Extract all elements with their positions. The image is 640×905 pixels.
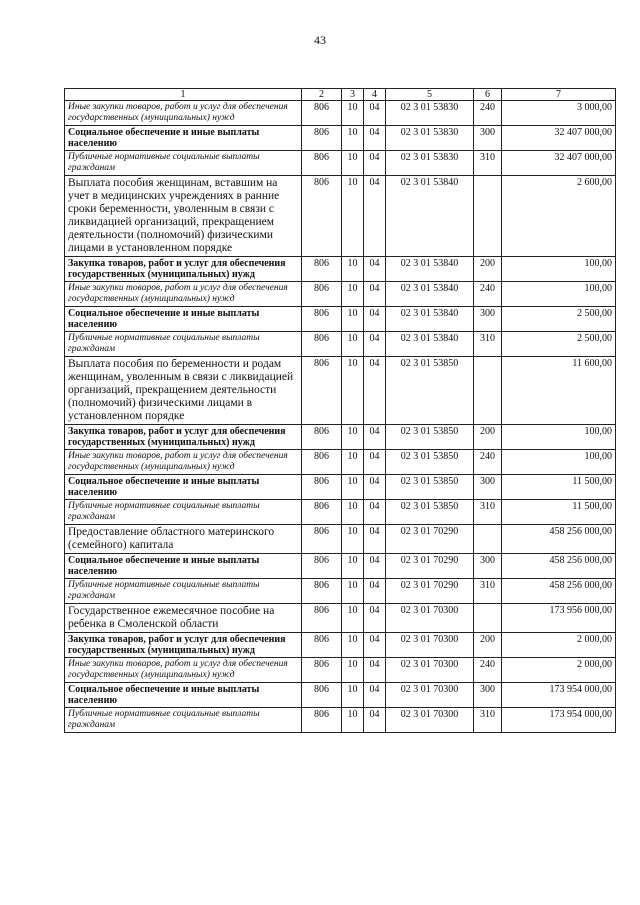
subsection-cell: 04 — [364, 658, 386, 683]
target-article-cell: 02 3 01 53830 — [386, 101, 474, 126]
amount-cell: 32 407 000,00 — [502, 126, 616, 151]
subsection-cell: 04 — [364, 554, 386, 579]
section-cell: 10 — [342, 101, 364, 126]
subsection-cell: 04 — [364, 683, 386, 708]
subsection-cell: 04 — [364, 126, 386, 151]
subsection-cell: 04 — [364, 425, 386, 450]
expense-type-cell — [474, 525, 502, 554]
admin-code-cell: 806 — [302, 658, 342, 683]
table-row — [65, 579, 616, 604]
expense-type-cell: 240 — [474, 450, 502, 475]
target-article-cell: 02 3 01 70290 — [386, 554, 474, 579]
header-cell: 5 — [386, 89, 474, 101]
section-cell: 10 — [342, 554, 364, 579]
table-row — [65, 525, 616, 554]
section-cell: 10 — [342, 307, 364, 332]
section-cell: 10 — [342, 151, 364, 176]
header-row — [65, 89, 616, 101]
target-article-cell: 02 3 01 53850 — [386, 357, 474, 425]
admin-code-cell: 806 — [302, 500, 342, 525]
target-article-cell: 02 3 01 53830 — [386, 126, 474, 151]
subsection-cell: 04 — [364, 475, 386, 500]
amount-cell: 32 407 000,00 — [502, 151, 616, 176]
expense-type-cell: 200 — [474, 257, 502, 282]
amount-cell: 11 500,00 — [502, 475, 616, 500]
admin-code-cell: 806 — [302, 525, 342, 554]
name-cell: Выплата пособия по беременности и родам женщинам, уволенным в связи с ликвидацией организаций, прекращением деятельности (полномочий) физическими лицами в установленном порядке — [65, 357, 302, 425]
subsection-cell: 04 — [364, 151, 386, 176]
section-cell: 10 — [342, 633, 364, 658]
target-article-cell: 02 3 01 53850 — [386, 425, 474, 450]
header-cell: 1 — [65, 89, 302, 101]
name-cell: Социальное обеспечение и иные выплаты населению — [65, 475, 302, 500]
admin-code-cell: 806 — [302, 425, 342, 450]
target-article-cell: 02 3 01 53850 — [386, 500, 474, 525]
amount-cell: 100,00 — [502, 257, 616, 282]
header-cell: 2 — [302, 89, 342, 101]
target-article-cell: 02 3 01 53850 — [386, 475, 474, 500]
name-cell: Иные закупки товаров, работ и услуг для обеспечения государственных (муниципальных) нужд — [65, 450, 302, 475]
table-row — [65, 500, 616, 525]
target-article-cell: 02 3 01 70300 — [386, 604, 474, 633]
expense-type-cell: 310 — [474, 151, 502, 176]
name-cell: Социальное обеспечение и иные выплаты населению — [65, 554, 302, 579]
name-cell: Выплата пособия женщинам, вставшим на учет в медицинских учреждениях в ранние сроки беременности, уволенным в связи с ликвидацией организаций, прекращением деятельности (полномочий) физическими лицами в установленном порядке — [65, 176, 302, 257]
section-cell: 10 — [342, 450, 364, 475]
name-cell: Публичные нормативные социальные выплаты гражданам — [65, 332, 302, 357]
name-cell: Закупка товаров, работ и услуг для обеспечения государственных (муниципальных) нужд — [65, 257, 302, 282]
name-cell: Государственное ежемесячное пособие на ребенка в Смоленской области — [65, 604, 302, 633]
table-row — [65, 604, 616, 633]
target-article-cell: 02 3 01 70300 — [386, 633, 474, 658]
amount-cell: 100,00 — [502, 425, 616, 450]
table-row — [65, 282, 616, 307]
table-row — [65, 101, 616, 126]
header-cell: 3 — [342, 89, 364, 101]
table-row — [65, 332, 616, 357]
table-row — [65, 554, 616, 579]
amount-cell: 2 000,00 — [502, 633, 616, 658]
admin-code-cell: 806 — [302, 282, 342, 307]
subsection-cell: 04 — [364, 332, 386, 357]
expense-type-cell: 310 — [474, 332, 502, 357]
subsection-cell: 04 — [364, 101, 386, 126]
target-article-cell: 02 3 01 70290 — [386, 579, 474, 604]
name-cell: Публичные нормативные социальные выплаты гражданам — [65, 151, 302, 176]
admin-code-cell: 806 — [302, 475, 342, 500]
amount-cell: 100,00 — [502, 282, 616, 307]
amount-cell: 11 500,00 — [502, 500, 616, 525]
target-article-cell: 02 3 01 53840 — [386, 176, 474, 257]
table-row — [65, 151, 616, 176]
target-article-cell: 02 3 01 53840 — [386, 257, 474, 282]
admin-code-cell: 806 — [302, 554, 342, 579]
amount-cell: 2 500,00 — [502, 332, 616, 357]
expense-type-cell — [474, 357, 502, 425]
section-cell: 10 — [342, 658, 364, 683]
table-body — [65, 101, 616, 733]
expense-type-cell: 310 — [474, 579, 502, 604]
section-cell: 10 — [342, 579, 364, 604]
target-article-cell: 02 3 01 70290 — [386, 525, 474, 554]
amount-cell: 2 000,00 — [502, 658, 616, 683]
section-cell: 10 — [342, 126, 364, 151]
subsection-cell: 04 — [364, 633, 386, 658]
section-cell: 10 — [342, 475, 364, 500]
header-cell: 4 — [364, 89, 386, 101]
name-cell: Социальное обеспечение и иные выплаты населению — [65, 683, 302, 708]
admin-code-cell: 806 — [302, 579, 342, 604]
table-row — [65, 475, 616, 500]
table-row — [65, 307, 616, 332]
section-cell: 10 — [342, 683, 364, 708]
name-cell: Публичные нормативные социальные выплаты гражданам — [65, 708, 302, 733]
expense-type-cell: 240 — [474, 101, 502, 126]
expense-type-cell: 200 — [474, 425, 502, 450]
expense-type-cell — [474, 176, 502, 257]
expense-type-cell: 310 — [474, 500, 502, 525]
table-row — [65, 425, 616, 450]
subsection-cell: 04 — [364, 708, 386, 733]
expense-type-cell: 300 — [474, 554, 502, 579]
target-article-cell: 02 3 01 53840 — [386, 332, 474, 357]
name-cell: Иные закупки товаров, работ и услуг для обеспечения государственных (муниципальных) нужд — [65, 658, 302, 683]
amount-cell: 173 954 000,00 — [502, 708, 616, 733]
subsection-cell: 04 — [364, 450, 386, 475]
section-cell: 10 — [342, 176, 364, 257]
amount-cell: 458 256 000,00 — [502, 579, 616, 604]
subsection-cell: 04 — [364, 257, 386, 282]
section-cell: 10 — [342, 332, 364, 357]
admin-code-cell: 806 — [302, 176, 342, 257]
admin-code-cell: 806 — [302, 332, 342, 357]
name-cell: Иные закупки товаров, работ и услуг для обеспечения государственных (муниципальных) нужд — [65, 101, 302, 126]
expense-type-cell: 310 — [474, 708, 502, 733]
table-row — [65, 126, 616, 151]
name-cell: Закупка товаров, работ и услуг для обеспечения государственных (муниципальных) нужд — [65, 425, 302, 450]
table-row — [65, 633, 616, 658]
section-cell: 10 — [342, 357, 364, 425]
section-cell: 10 — [342, 708, 364, 733]
subsection-cell: 04 — [364, 282, 386, 307]
table-row — [65, 450, 616, 475]
expense-type-cell: 240 — [474, 282, 502, 307]
amount-cell: 100,00 — [502, 450, 616, 475]
name-cell: Публичные нормативные социальные выплаты гражданам — [65, 579, 302, 604]
expense-type-cell — [474, 604, 502, 633]
name-cell: Публичные нормативные социальные выплаты гражданам — [65, 500, 302, 525]
table-row — [65, 176, 616, 257]
admin-code-cell: 806 — [302, 357, 342, 425]
amount-cell: 173 954 000,00 — [502, 683, 616, 708]
header-cell: 6 — [474, 89, 502, 101]
admin-code-cell: 806 — [302, 257, 342, 282]
expense-type-cell: 300 — [474, 126, 502, 151]
page-number: 43 — [314, 33, 326, 47]
name-cell: Иные закупки товаров, работ и услуг для обеспечения государственных (муниципальных) нужд — [65, 282, 302, 307]
admin-code-cell: 806 — [302, 126, 342, 151]
admin-code-cell: 806 — [302, 151, 342, 176]
subsection-cell: 04 — [364, 579, 386, 604]
table-row — [65, 357, 616, 425]
admin-code-cell: 806 — [302, 307, 342, 332]
name-cell: Закупка товаров, работ и услуг для обеспечения государственных (муниципальных) нужд — [65, 633, 302, 658]
section-cell: 10 — [342, 257, 364, 282]
subsection-cell: 04 — [364, 525, 386, 554]
expense-type-cell: 200 — [474, 633, 502, 658]
amount-cell: 173 956 000,00 — [502, 604, 616, 633]
table-row — [65, 683, 616, 708]
name-cell: Социальное обеспечение и иные выплаты населению — [65, 307, 302, 332]
subsection-cell: 04 — [364, 357, 386, 425]
table-row — [65, 257, 616, 282]
subsection-cell: 04 — [364, 604, 386, 633]
admin-code-cell: 806 — [302, 450, 342, 475]
amount-cell: 2 500,00 — [502, 307, 616, 332]
target-article-cell: 02 3 01 53840 — [386, 282, 474, 307]
expense-type-cell: 240 — [474, 658, 502, 683]
subsection-cell: 04 — [364, 176, 386, 257]
target-article-cell: 02 3 01 70300 — [386, 658, 474, 683]
amount-cell: 2 600,00 — [502, 176, 616, 257]
admin-code-cell: 806 — [302, 604, 342, 633]
expense-type-cell: 300 — [474, 307, 502, 332]
target-article-cell: 02 3 01 70300 — [386, 683, 474, 708]
admin-code-cell: 806 — [302, 101, 342, 126]
target-article-cell: 02 3 01 53830 — [386, 151, 474, 176]
admin-code-cell: 806 — [302, 683, 342, 708]
target-article-cell: 02 3 01 53850 — [386, 450, 474, 475]
subsection-cell: 04 — [364, 307, 386, 332]
section-cell: 10 — [342, 604, 364, 633]
target-article-cell: 02 3 01 53840 — [386, 307, 474, 332]
subsection-cell: 04 — [364, 500, 386, 525]
section-cell: 10 — [342, 525, 364, 554]
name-cell: Предоставление областного материнского (семейного) капитала — [65, 525, 302, 554]
name-cell: Социальное обеспечение и иные выплаты населению — [65, 126, 302, 151]
header-cell: 7 — [502, 89, 616, 101]
admin-code-cell: 806 — [302, 708, 342, 733]
table-row — [65, 658, 616, 683]
amount-cell: 11 600,00 — [502, 357, 616, 425]
expense-type-cell: 300 — [474, 683, 502, 708]
budget-table — [64, 88, 616, 733]
admin-code-cell: 806 — [302, 633, 342, 658]
amount-cell: 458 256 000,00 — [502, 554, 616, 579]
section-cell: 10 — [342, 282, 364, 307]
amount-cell: 3 000,00 — [502, 101, 616, 126]
expense-type-cell: 300 — [474, 475, 502, 500]
section-cell: 10 — [342, 425, 364, 450]
table-row — [65, 708, 616, 733]
target-article-cell: 02 3 01 70300 — [386, 708, 474, 733]
amount-cell: 458 256 000,00 — [502, 525, 616, 554]
section-cell: 10 — [342, 500, 364, 525]
